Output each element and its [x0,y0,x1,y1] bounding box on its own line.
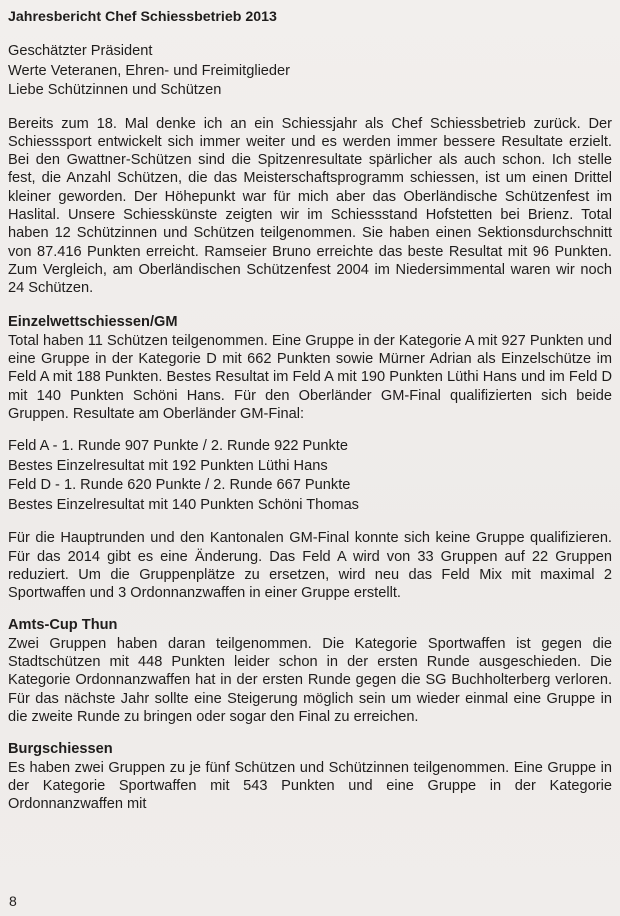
salutation-line: Liebe Schützinnen und Schützen [8,82,222,98]
salutation-line: Werte Veteranen, Ehren- und Freimitglieder [8,62,291,79]
section-heading-amts-cup: Amts-Cup Thun [8,617,118,634]
salutation-block [8,42,612,101]
section-heading-burgschiessen: Burgschiessen [8,741,113,758]
section-paragraph: Für die Hauptrunden und den Kantonalen GM-Final konnte sich keine Gruppe qualifizieren. Für das 2014 gibt es eine Änderung. Das Feld A wird von 33 Gruppen auf 22 Gruppen reduziert. Um die Gruppenplätze zu ersetzen, wird neu das Feld Mix mit maximal 2 Sportwaffen und 3 Ordonnanzwaffen in einer Gruppe erstellt. [8,530,612,602]
section-paragraph: Zwei Gruppen haben daran teilgenommen. Die Kategorie Sportwaffen ist gegen die Stadtschützen mit 448 Punkten leider schon in der ersten Runde ausgeschieden. Die Kategorie Ordonnanzwaffen hat in der ersten Runde gegen die SG Buchholterberg verloren. Für das nächste Jahr sollte eine Steigerung möglich sein um wieder einmal eine Gruppe in die zweite Runde zu bringen oder sogar den Final zu erreichen. [8,635,612,725]
intro-paragraph: Bereits zum 18. Mal denke ich an ein Schiessjahr als Chef Schiessbetrieb zurück. Der Schiesssport entwickelt sich immer weiter und es werden immer bessere Resultate erzielt. Bei den Gwattner-Schützen sind die Spitzenresultate spärlicher als auch schon. Ich stelle fest, die Anzahl Schützen, die das Meisterschaftsprogramm schiessen, ist um einen Drittel kleiner geworden. Der Höhepunkt war für mich aber das Oberländische Schützenfest im Haslital. Unsere Schiesskünste zeigten wir im Schiessstand Hofstetten bei Brienz. Total haben 12 Schützinnen und Schützen teilgenommen. Sie haben einen Sektionsdurchschnitt von 87.416 Punkten erreicht. Ramseier Bruno erreichte das beste Resultat mit 96 Punkten. Zum Vergleich, am Oberländischen Schützenfest 2004 im Niedersimmental waren wir noch 24 Schützen. [8,115,612,297]
section-paragraph: Total haben 11 Schützen teilgenommen. Eine Gruppe in der Kategorie A mit 927 Punkten und eine Gruppe in der Kategorie D mit 662 Punkten sowie Mürner Adrian als Einzelschütze im Feld A mit 188 Punkten. Bestes Resultat im Feld A mit 190 Punkten Lüthi Hans und im Feld D mit 140 Punkten Schöni Hans. Für den Oberländer GM-Final qualifizierten sich beide Gruppen. Resultate am Oberländer GM-Final: [8,332,612,422]
result-line: Bestes Einzelresultat mit 192 Punkten Lüthi Hans [8,457,328,474]
section-heading-einzelwettschiessen: Einzelwettschiessen/GM [8,314,178,331]
salutation-line: Geschätzter Präsident [8,43,153,59]
result-line: Feld A - 1. Runde 907 Punkte / 2. Runde 922 Punkte [8,438,348,455]
page-number: 8 [9,893,17,909]
report-title: Jahresbericht Chef Schiessbetrieb 2013 [8,9,277,25]
section-paragraph: Es haben zwei Gruppen zu je fünf Schützen und Schützinnen teilgenommen. Eine Gruppe in der Kategorie Sportwaffen mit 543 Punkten und eine Gruppe in der Kategorie Ordonnanzwaffen mit [8,759,612,813]
result-line: Feld D - 1. Runde 620 Punkte / 2. Runde 667 Punkte [8,477,351,494]
gm-final-results [8,437,612,515]
result-line: Bestes Einzelresultat mit 140 Punkten Schöni Thomas [8,496,359,513]
